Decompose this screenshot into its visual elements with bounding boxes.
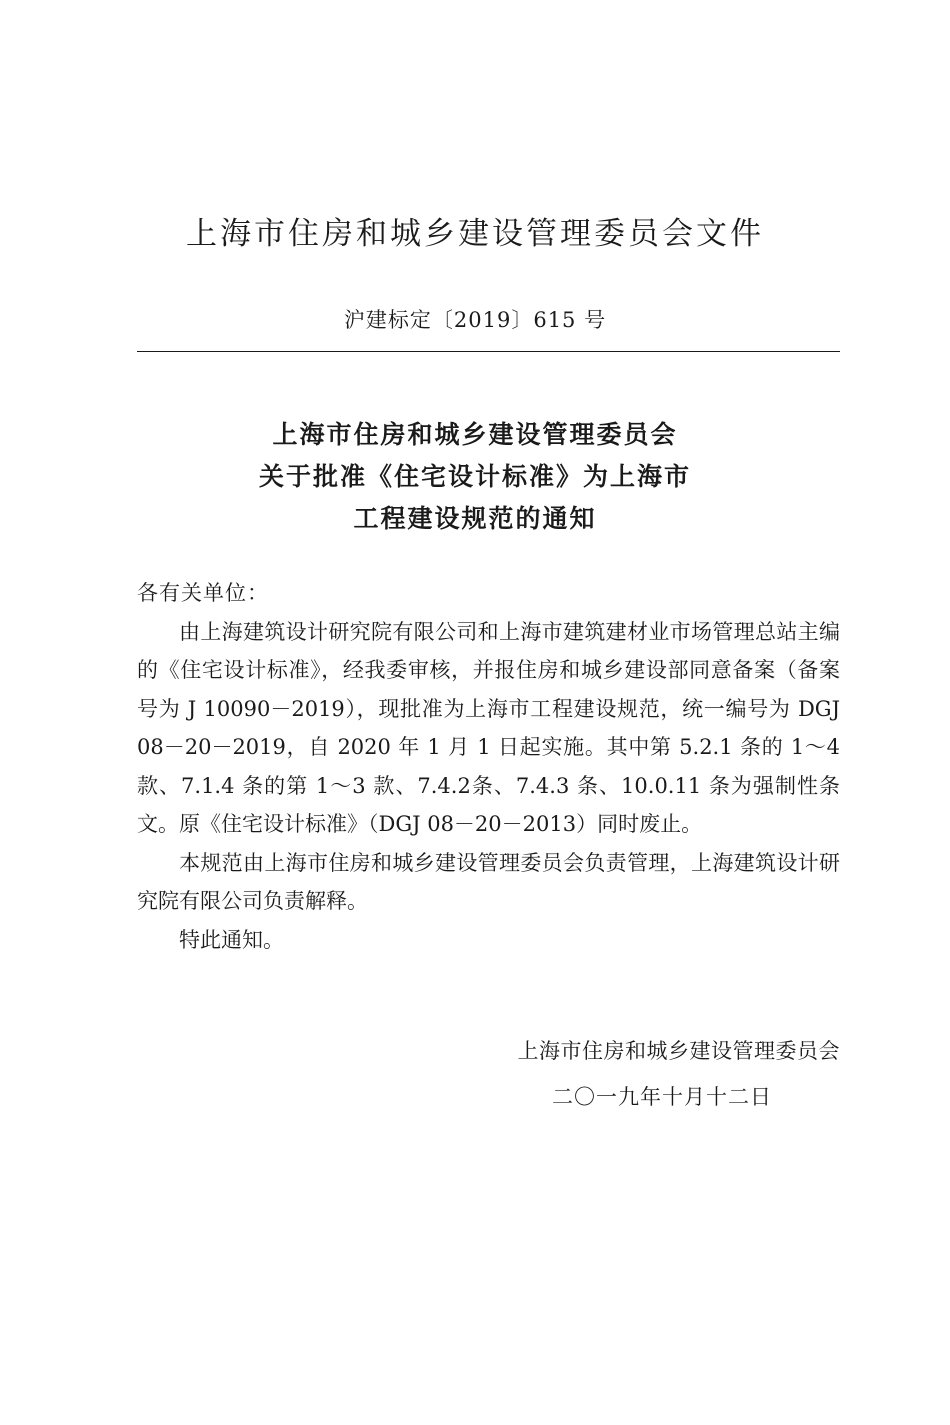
body-paragraph: 本规范由上海市住房和城乡建设管理委员会负责管理，上海建筑设计研究院有限公司负责解释。 <box>137 850 840 913</box>
signature-block <box>518 1028 841 1120</box>
body-paragraph: 特此通知。 <box>179 927 284 952</box>
notice-body <box>137 574 840 959</box>
signature-date: 二〇一九年十月十二日 <box>552 1085 772 1109</box>
notice-title <box>0 414 950 540</box>
signature-organization: 上海市住房和城乡建设管理委员会 <box>517 1039 840 1063</box>
notice-title-line: 工程建设规范的通知 <box>353 504 597 533</box>
notice-title-line: 关于批准《住宅设计标准》为上海市 <box>258 462 691 491</box>
header-divider <box>137 351 840 352</box>
issuer-header: 上海市住房和城乡建设管理委员会文件 <box>186 216 764 252</box>
notice-title-line: 上海市住房和城乡建设管理委员会 <box>272 420 678 449</box>
document-number: 沪建标定〔2019〕615 号 <box>343 308 607 332</box>
salutation: 各有关单位： <box>137 581 269 605</box>
body-paragraph: 由上海建筑设计研究院有限公司和上海市建筑建材业市场管理总站主编的《住宅设计标准》，经我委审核，并报住房和城乡建设部同意备案（备案号为 J 10090－2019），现批准为上海市工程建设规范，统一编号为 DGJ 08－20－2019，自 2020 年 1 月 1 日起实施。其中第 5.2.1 条的 1～4 款、7.1.4 条的第 1～3 款、7.4.2条、7.4.3 条、10.0.11 条为强制性条文。原《住宅设计标准》（DGJ 08－20－2013）同时废止。 <box>137 619 840 836</box>
